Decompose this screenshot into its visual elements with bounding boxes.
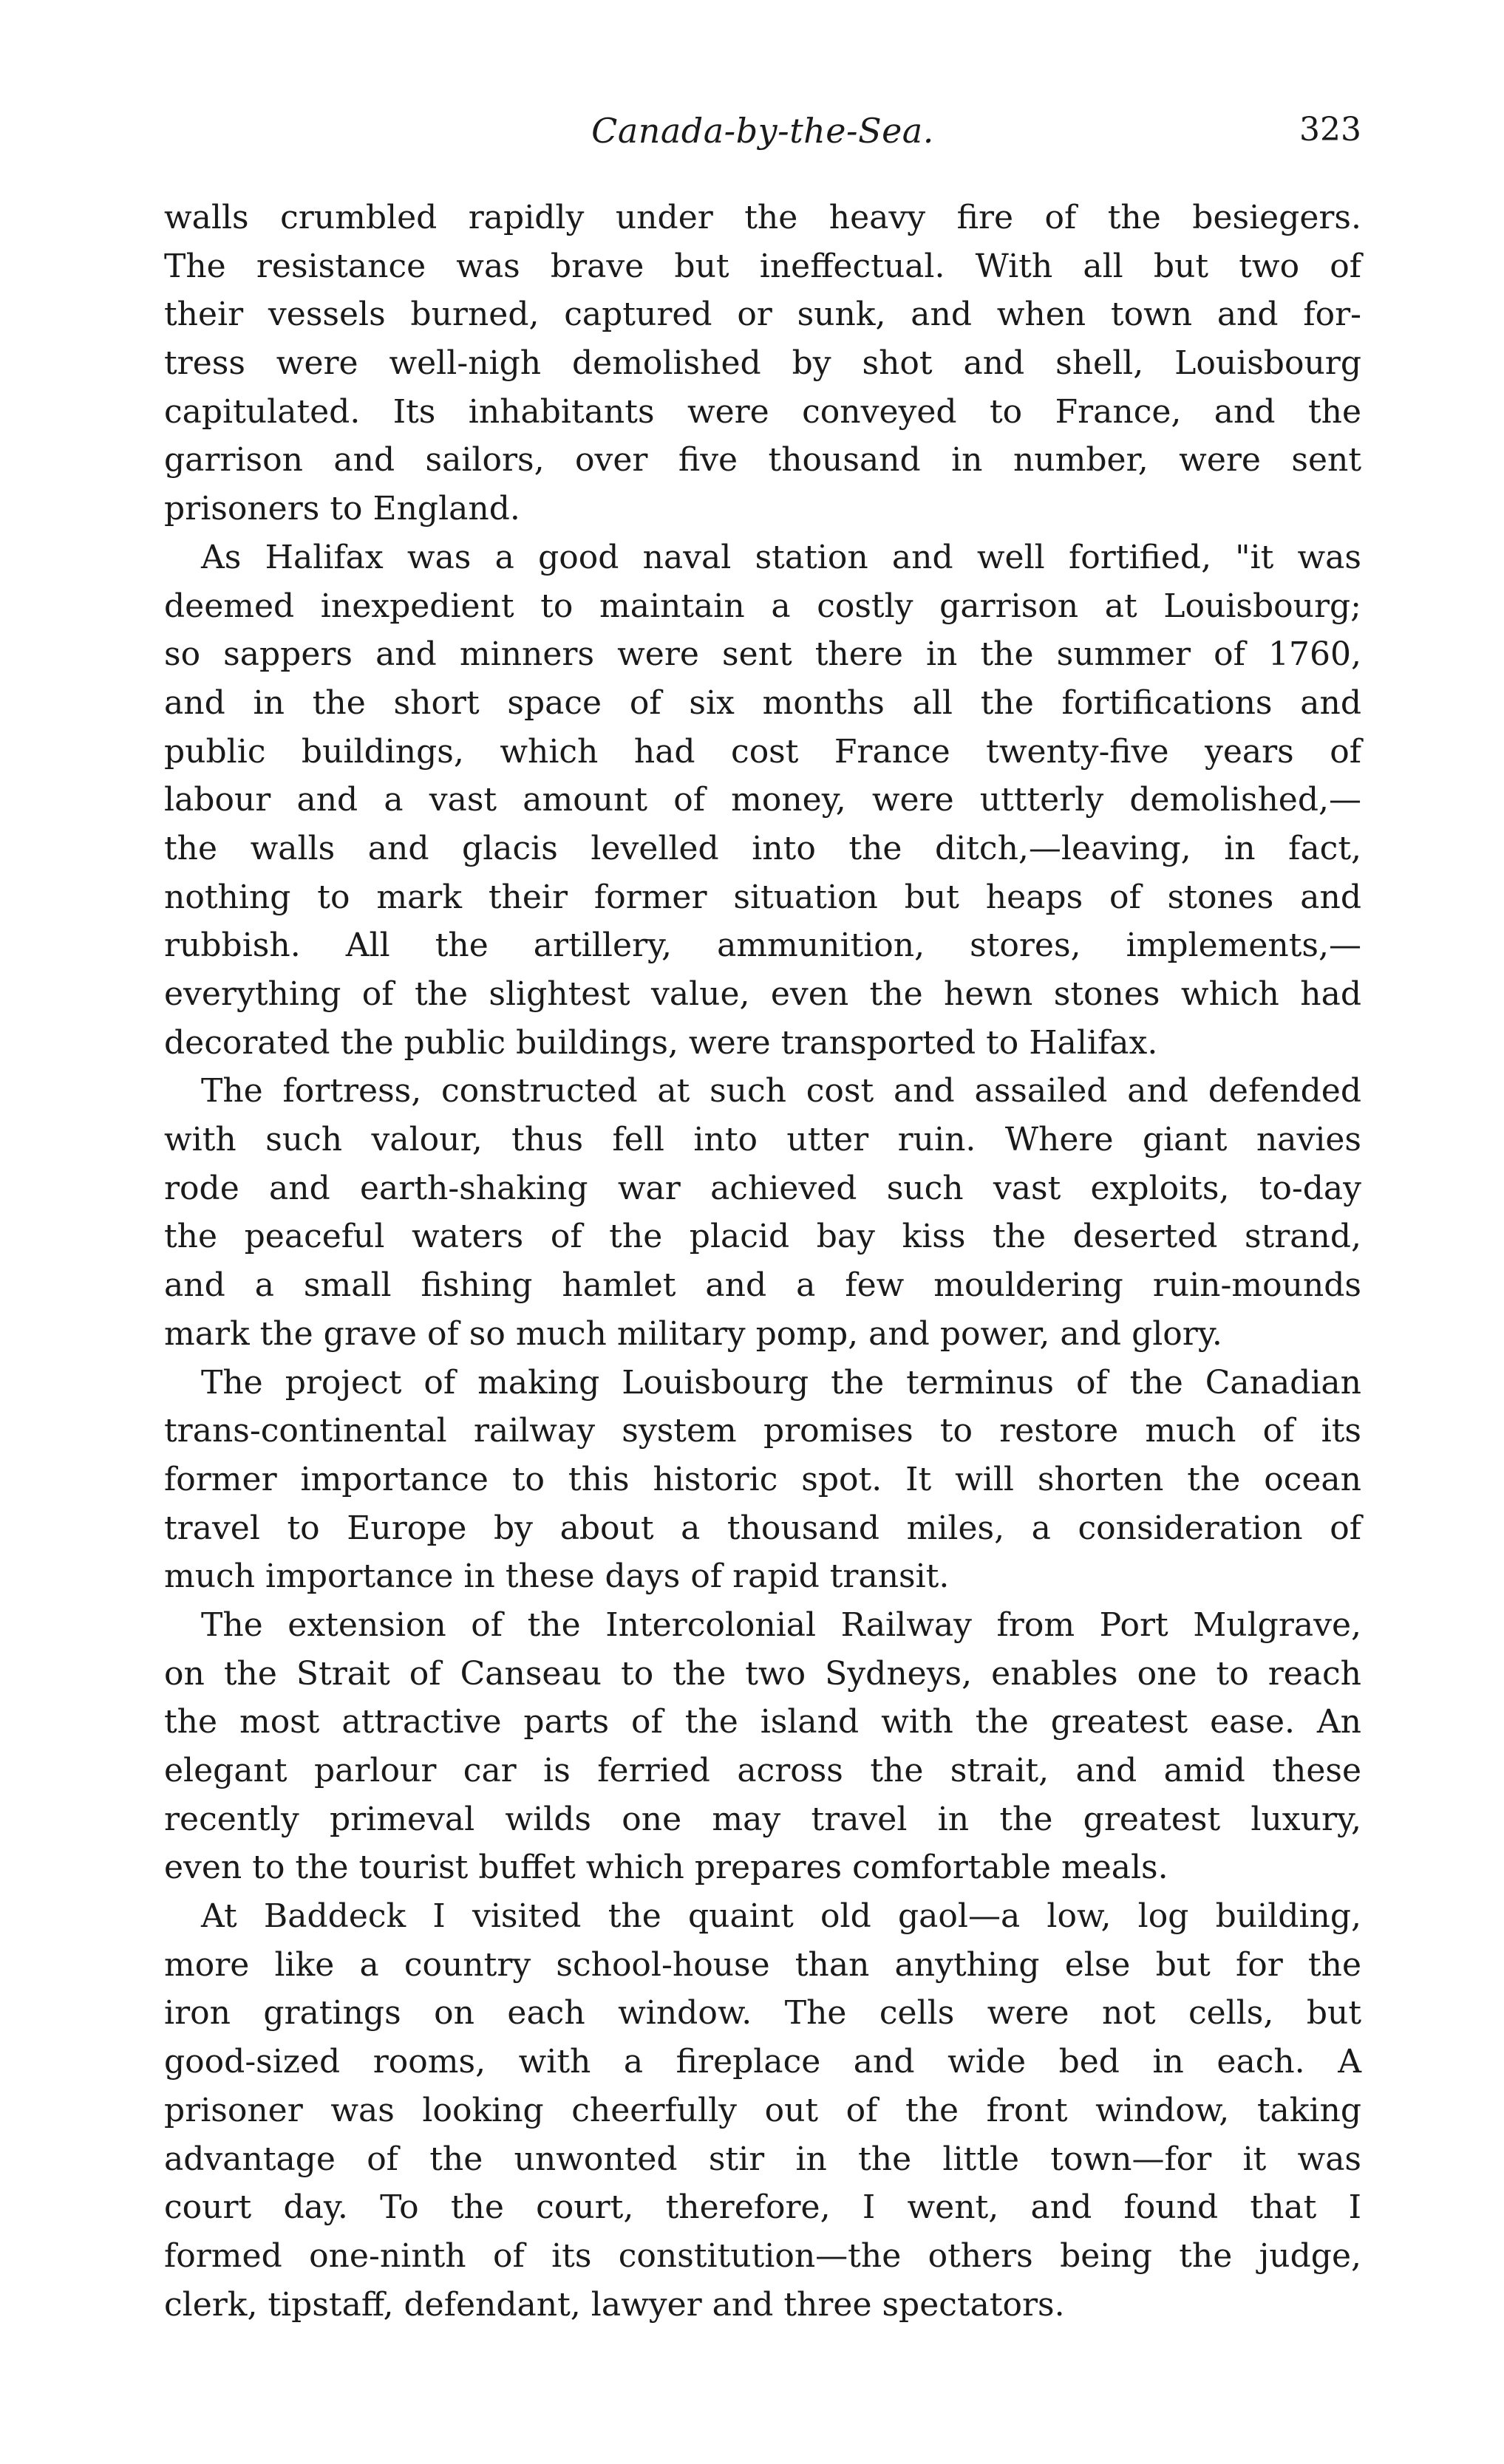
text-line: prisoners to England. [164, 490, 520, 528]
page-number: 323 [1299, 111, 1361, 149]
text-line: their vessels burned, captured or sunk, and when town and for- [164, 296, 1361, 334]
paragraph [164, 1359, 1361, 1601]
text-line: As Halifax was a good naval station and well fortified, "it was [201, 538, 1361, 576]
paragraph [164, 533, 1361, 1068]
text-line: clerk, tipstaff, defendant, lawyer and three spectators. [164, 2285, 1065, 2324]
text-line: more like a country school-house than anything else but for the [164, 1945, 1361, 1984]
text-line: formed one-ninth of its constitution—the others being the judge, [164, 2236, 1361, 2275]
text-line: rubbish. All the artillery, ammunition, stores, implements,— [164, 926, 1361, 965]
text-line: the walls and glacis levelled into the ditch,—leaving, in fact, [164, 829, 1361, 867]
paragraph [164, 194, 1361, 533]
text-line: the most attractive parts of the island with the greatest ease. An [164, 1703, 1361, 1741]
running-title: Canada-by-the-Sea. [591, 111, 934, 151]
text-line: on the Strait of Canseau to the two Sydneys, enables one to reach [164, 1654, 1361, 1693]
text-line: The project of making Louisbourg the terminus of the Canadian [201, 1363, 1361, 1402]
text-line: public buildings, which had cost France twenty-five years of [164, 732, 1361, 771]
text-line: prisoner was looking cheerfully out of the front window, taking [164, 2091, 1361, 2129]
text-line: The extension of the Intercolonial Railway from Port Mulgrave, [201, 1605, 1361, 1644]
text-line: advantage of the unwonted stir in the little town—for it was [164, 2140, 1361, 2178]
text-line: tress were well-nigh demolished by shot and shell, Louisbourg [164, 344, 1361, 383]
text-line: with such valour, thus fell into utter ruin. Where giant navies [164, 1121, 1361, 1159]
text-line: and in the short space of six months all the fortifications and [164, 683, 1361, 722]
text-line: good-sized rooms, with a fireplace and wide bed in each. A [164, 2043, 1361, 2081]
text-line: even to the tourist buffet which prepares comfortable meals. [164, 1849, 1168, 1887]
text-line: nothing to mark their former situation but heaps of stones and [164, 878, 1361, 916]
text-line: trans-continental railway system promises to restore much of its [164, 1412, 1361, 1450]
text-line: mark the grave of so much military pomp, and power, and glory. [164, 1314, 1222, 1353]
text-line: At Baddeck I visited the quaint old gaol—a low, log building, [201, 1897, 1361, 1936]
text-line: walls crumbled rapidly under the heavy fire of the besiegers. [164, 199, 1361, 236]
text-line: recently primeval wilds one may travel in the greatest luxury, [164, 1800, 1361, 1838]
text-line: decorated the public buildings, were transported to Halifax. [164, 1023, 1158, 1062]
page-header [164, 111, 1361, 163]
paragraph [164, 1892, 1361, 2329]
text-line: capitulated. Its inhabitants were conveyed to France, and the [164, 392, 1361, 431]
body-text [164, 194, 1361, 2329]
text-line: deemed inexpedient to maintain a costly garrison at Louisbourg; [164, 587, 1361, 625]
paragraph [164, 1601, 1361, 1892]
text-line: travel to Europe by about a thousand miles, a consideration of [164, 1509, 1361, 1547]
text-line: labour and a vast amount of money, were uttterly demolished,— [164, 781, 1361, 819]
text-line: The fortress, constructed at such cost and assailed and defended [201, 1072, 1361, 1110]
text-line: so sappers and minners were sent there in the summer of 1760, [164, 635, 1361, 674]
paragraph [164, 1067, 1361, 1358]
text-line: The resistance was brave but ineffectual. With all but two of [164, 247, 1361, 285]
text-line: everything of the slightest value, even the hewn stones which had [164, 975, 1361, 1013]
text-line: iron gratings on each window. The cells were not cells, but [164, 1994, 1361, 2033]
text-line: elegant parlour car is ferried across the strait, and amid these [164, 1752, 1361, 1789]
text-line: garrison and sailors, over five thousand in number, were sent [164, 441, 1361, 480]
text-line: and a small fishing hamlet and a few mouldering ruin-mounds [164, 1266, 1361, 1305]
text-line: much importance in these days of rapid transit. [164, 1557, 950, 1596]
text-line: court day. To the court, therefore, I went, and found that I [164, 2188, 1361, 2227]
text-line: former importance to this historic spot. It will shorten the ocean [164, 1460, 1361, 1498]
text-line: rode and earth-shaking war achieved such vast exploits, to-day [164, 1169, 1361, 1207]
text-line: the peaceful waters of the placid bay kiss the deserted strand, [164, 1218, 1361, 1256]
